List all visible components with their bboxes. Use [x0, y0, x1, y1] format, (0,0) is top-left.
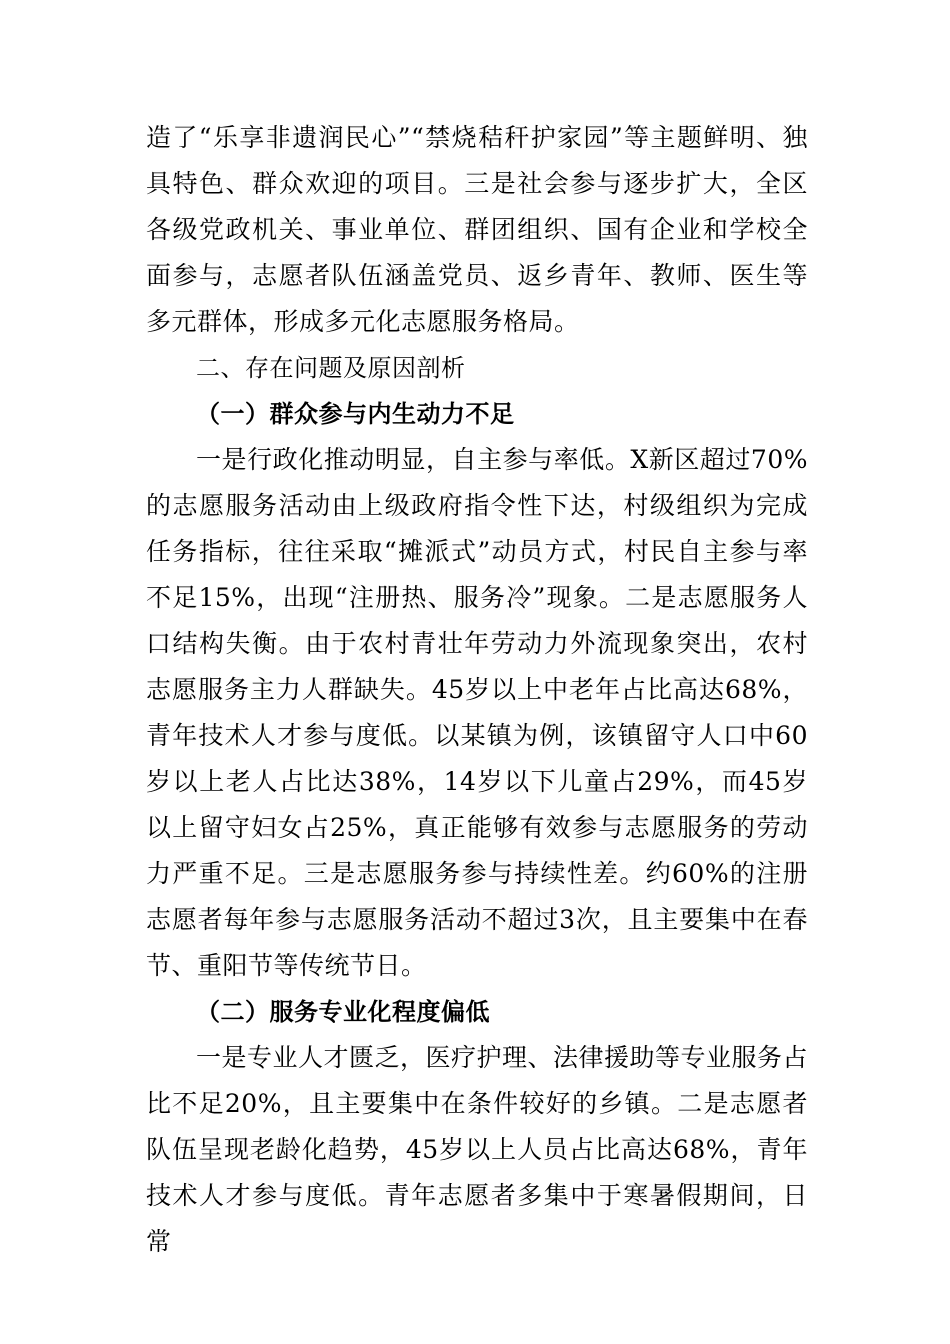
section-heading: 二、存在问题及原因剖析 — [196, 354, 466, 382]
subsection-heading-1: （一）群众参与内生动力不足 — [196, 399, 515, 428]
paragraph-subsection-1: 一是行政化推动明显，自主参与率低。X新区超过70%的志愿服务活动由上级政府指令性下达，村级组织为完成任务指标，往往采取“摊派式”动员方式，村民自主参与率不足15%，出现“注册热、服务冷”现象。二是志愿服务人口结构失衡。由于农村青壮年劳动力外流现象突出，农村志愿服务主力人群缺失。45岁以上中老年占比高达68%，青年技术人才参与度低。以某镇为例，该镇留守人口中60岁以上老人占比达38%，14岁以下儿童占29%，而45岁以上留守妇女占25%，真正能够有效参与志愿服务的劳动力严重不足。三是志愿服务参与持续性差。约60%的注册志愿者每年参与志愿服务活动不超过3次，且主要集中在春节、重阳节等传统节日。 — [146, 445, 808, 980]
paragraph-subsection-2: 一是专业人才匮乏，医疗护理、法律援助等专业服务占比不足20%，且主要集中在条件较好的乡镇。二是志愿者队伍呈现老龄化趋势，45岁以上人员占比高达68%，青年技术人才参与度低。青年志愿者多集中于寒暑假期间，日常 — [146, 1043, 809, 1256]
paragraph-intro: 造了“乐享非遗润民心”“禁烧秸秆护家园”等主题鲜明、独具特色、群众欢迎的项目。三是社会参与逐步扩大，全区各级党政机关、事业单位、群团组织、国有企业和学校全面参与，志愿者队伍涵盖党员、返乡青年、教师、医生等多元群体，形成多元化志愿服务格局。 — [146, 123, 808, 336]
subsection-heading-2: （二）服务专业化程度偏低 — [196, 997, 490, 1026]
document-body — [146, 115, 808, 1265]
